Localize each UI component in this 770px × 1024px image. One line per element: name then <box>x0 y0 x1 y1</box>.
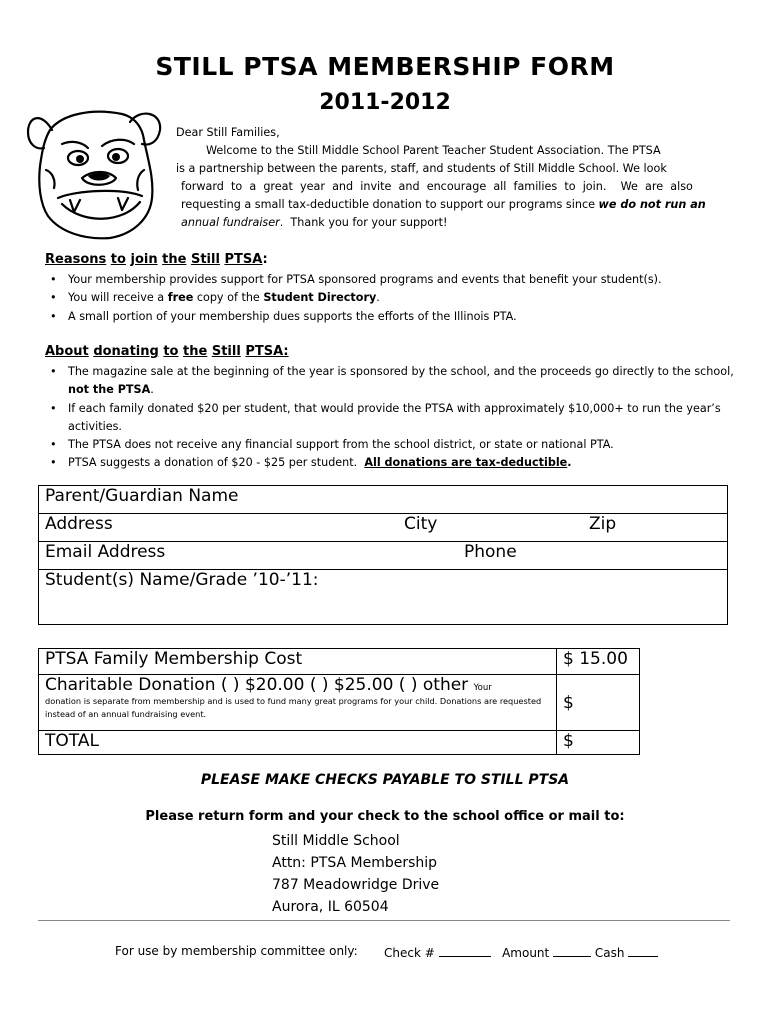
check-number-blank[interactable] <box>439 944 491 957</box>
address-line: Aurora, IL 60504 <box>272 899 389 915</box>
amount-label: Amount <box>502 946 550 960</box>
donation-amount[interactable]: $ <box>557 675 640 731</box>
list-item: • If each family donated $20 per student, that would provide the PTSA with approximately $10,000+ to run the year’s activities. <box>46 400 736 437</box>
letter-line-1: Welcome to the Still Middle School Parent Teacher Student Association. The PTSA <box>206 144 661 157</box>
letter-emphasis-2: annual fundraiser <box>181 216 280 229</box>
zip-label: Zip <box>589 514 617 534</box>
reasons-heading-word: to <box>110 252 126 267</box>
form-title: STILL PTSA MEMBERSHIP FORM <box>155 52 615 81</box>
cost-table <box>38 648 640 755</box>
cash-blank[interactable] <box>628 944 658 957</box>
checks-payable-note: PLEASE MAKE CHECKS PAYABLE TO STILL PTSA <box>200 772 570 788</box>
donation-cell[interactable] <box>39 675 557 731</box>
school-year: 2011-2012 <box>319 90 451 115</box>
address-line: Attn: PTSA Membership <box>272 855 438 871</box>
city-label: City <box>404 514 438 534</box>
amount-blank[interactable] <box>553 944 591 957</box>
reasons-heading-word: the <box>162 252 187 267</box>
contact-info-form <box>38 485 728 625</box>
donation-note: donation is separate from membership and is used to fund many great programs for your child. Donations are requested instead of an annual fundraising event. <box>45 696 542 719</box>
address-label: Address <box>45 514 113 534</box>
letter-emphasis-1: we do not run an <box>598 198 706 211</box>
reasons-heading <box>45 252 268 267</box>
reasons-heading-colon: : <box>262 252 268 267</box>
donating-heading-word: PTSA: <box>245 344 289 359</box>
letter-line-3: forward to a great year and invite and encourage all families to join. We are also <box>181 180 693 193</box>
donating-heading-word: to <box>163 344 179 359</box>
donation-your: Your <box>473 683 492 693</box>
list-item: • PTSA suggests a donation of $20 - $25 per student. All donations are tax-deductible. <box>46 454 736 472</box>
donating-heading-word: donating <box>93 344 159 359</box>
students-label: Student(s) Name/Grade ’10-’11: <box>45 570 319 590</box>
address-line: 787 Meadowridge Drive <box>272 877 440 893</box>
letter-greeting: Dear Still Families, <box>176 126 280 139</box>
mailing-address <box>272 830 439 918</box>
letter-line-4-text: requesting a small tax-deductible donation to support our programs since <box>181 198 599 211</box>
letter-line-5 <box>181 214 448 233</box>
list-item: • The PTSA does not receive any financial support from the school district, or state or national PTA. <box>46 436 736 454</box>
reasons-heading-word: PTSA <box>224 252 263 267</box>
membership-cost-label: PTSA Family Membership Cost <box>39 649 557 675</box>
cash-label: Cash <box>594 946 625 960</box>
phone-label: Phone <box>464 542 517 562</box>
parent-name-field[interactable] <box>39 486 728 514</box>
check-number-label: Check # <box>384 946 435 960</box>
donation-options[interactable]: Charitable Donation ( ) $20.00 ( ) $25.00 ( ) other <box>45 675 469 695</box>
donating-list <box>46 363 736 473</box>
donating-heading-word: Still <box>211 344 241 359</box>
committee-note: For use by membership committee only: <box>115 944 358 958</box>
letter-line-4 <box>181 196 706 215</box>
committee-fields <box>384 944 658 960</box>
email-phone-row[interactable] <box>39 542 728 570</box>
reasons-heading-word: Still <box>190 252 220 267</box>
letter-line-2: is a partnership between the parents, staff, and students of Still Middle School. We look <box>176 162 667 175</box>
membership-cost-amount: $ 15.00 <box>557 649 640 675</box>
list-item: • The magazine sale at the beginning of the year is sponsored by the school, and the proceeds go directly to the school, not the PTSA. <box>46 363 736 400</box>
list-item: • A small portion of your membership dues supports the efforts of the Illinois PTA. <box>46 308 736 326</box>
reasons-heading-word: join <box>130 252 158 267</box>
email-label: Email Address <box>45 542 166 562</box>
donating-heading <box>45 344 289 359</box>
address-row[interactable] <box>39 514 728 542</box>
total-label: TOTAL <box>39 731 557 755</box>
students-field[interactable] <box>39 570 728 625</box>
parent-name-label: Parent/Guardian Name <box>45 486 239 506</box>
reasons-heading-word: Reasons <box>45 252 107 267</box>
list-item: • Your membership provides support for PTSA sponsored programs and events that benefit your student(s). <box>46 271 736 289</box>
footer-divider <box>38 920 730 921</box>
letter-line-5-text: . Thank you for your support! <box>279 216 448 229</box>
total-amount[interactable]: $ <box>557 731 640 755</box>
return-instructions: Please return form and your check to the school office or mail to: <box>145 809 625 824</box>
list-item: • You will receive a free copy of the Student Directory. <box>46 289 736 307</box>
donating-heading-word: the <box>183 344 208 359</box>
address-line: Still Middle School <box>272 833 400 849</box>
donating-heading-word: About <box>45 344 89 359</box>
reasons-list <box>46 271 736 326</box>
bulldog-mascot-icon <box>22 100 167 240</box>
